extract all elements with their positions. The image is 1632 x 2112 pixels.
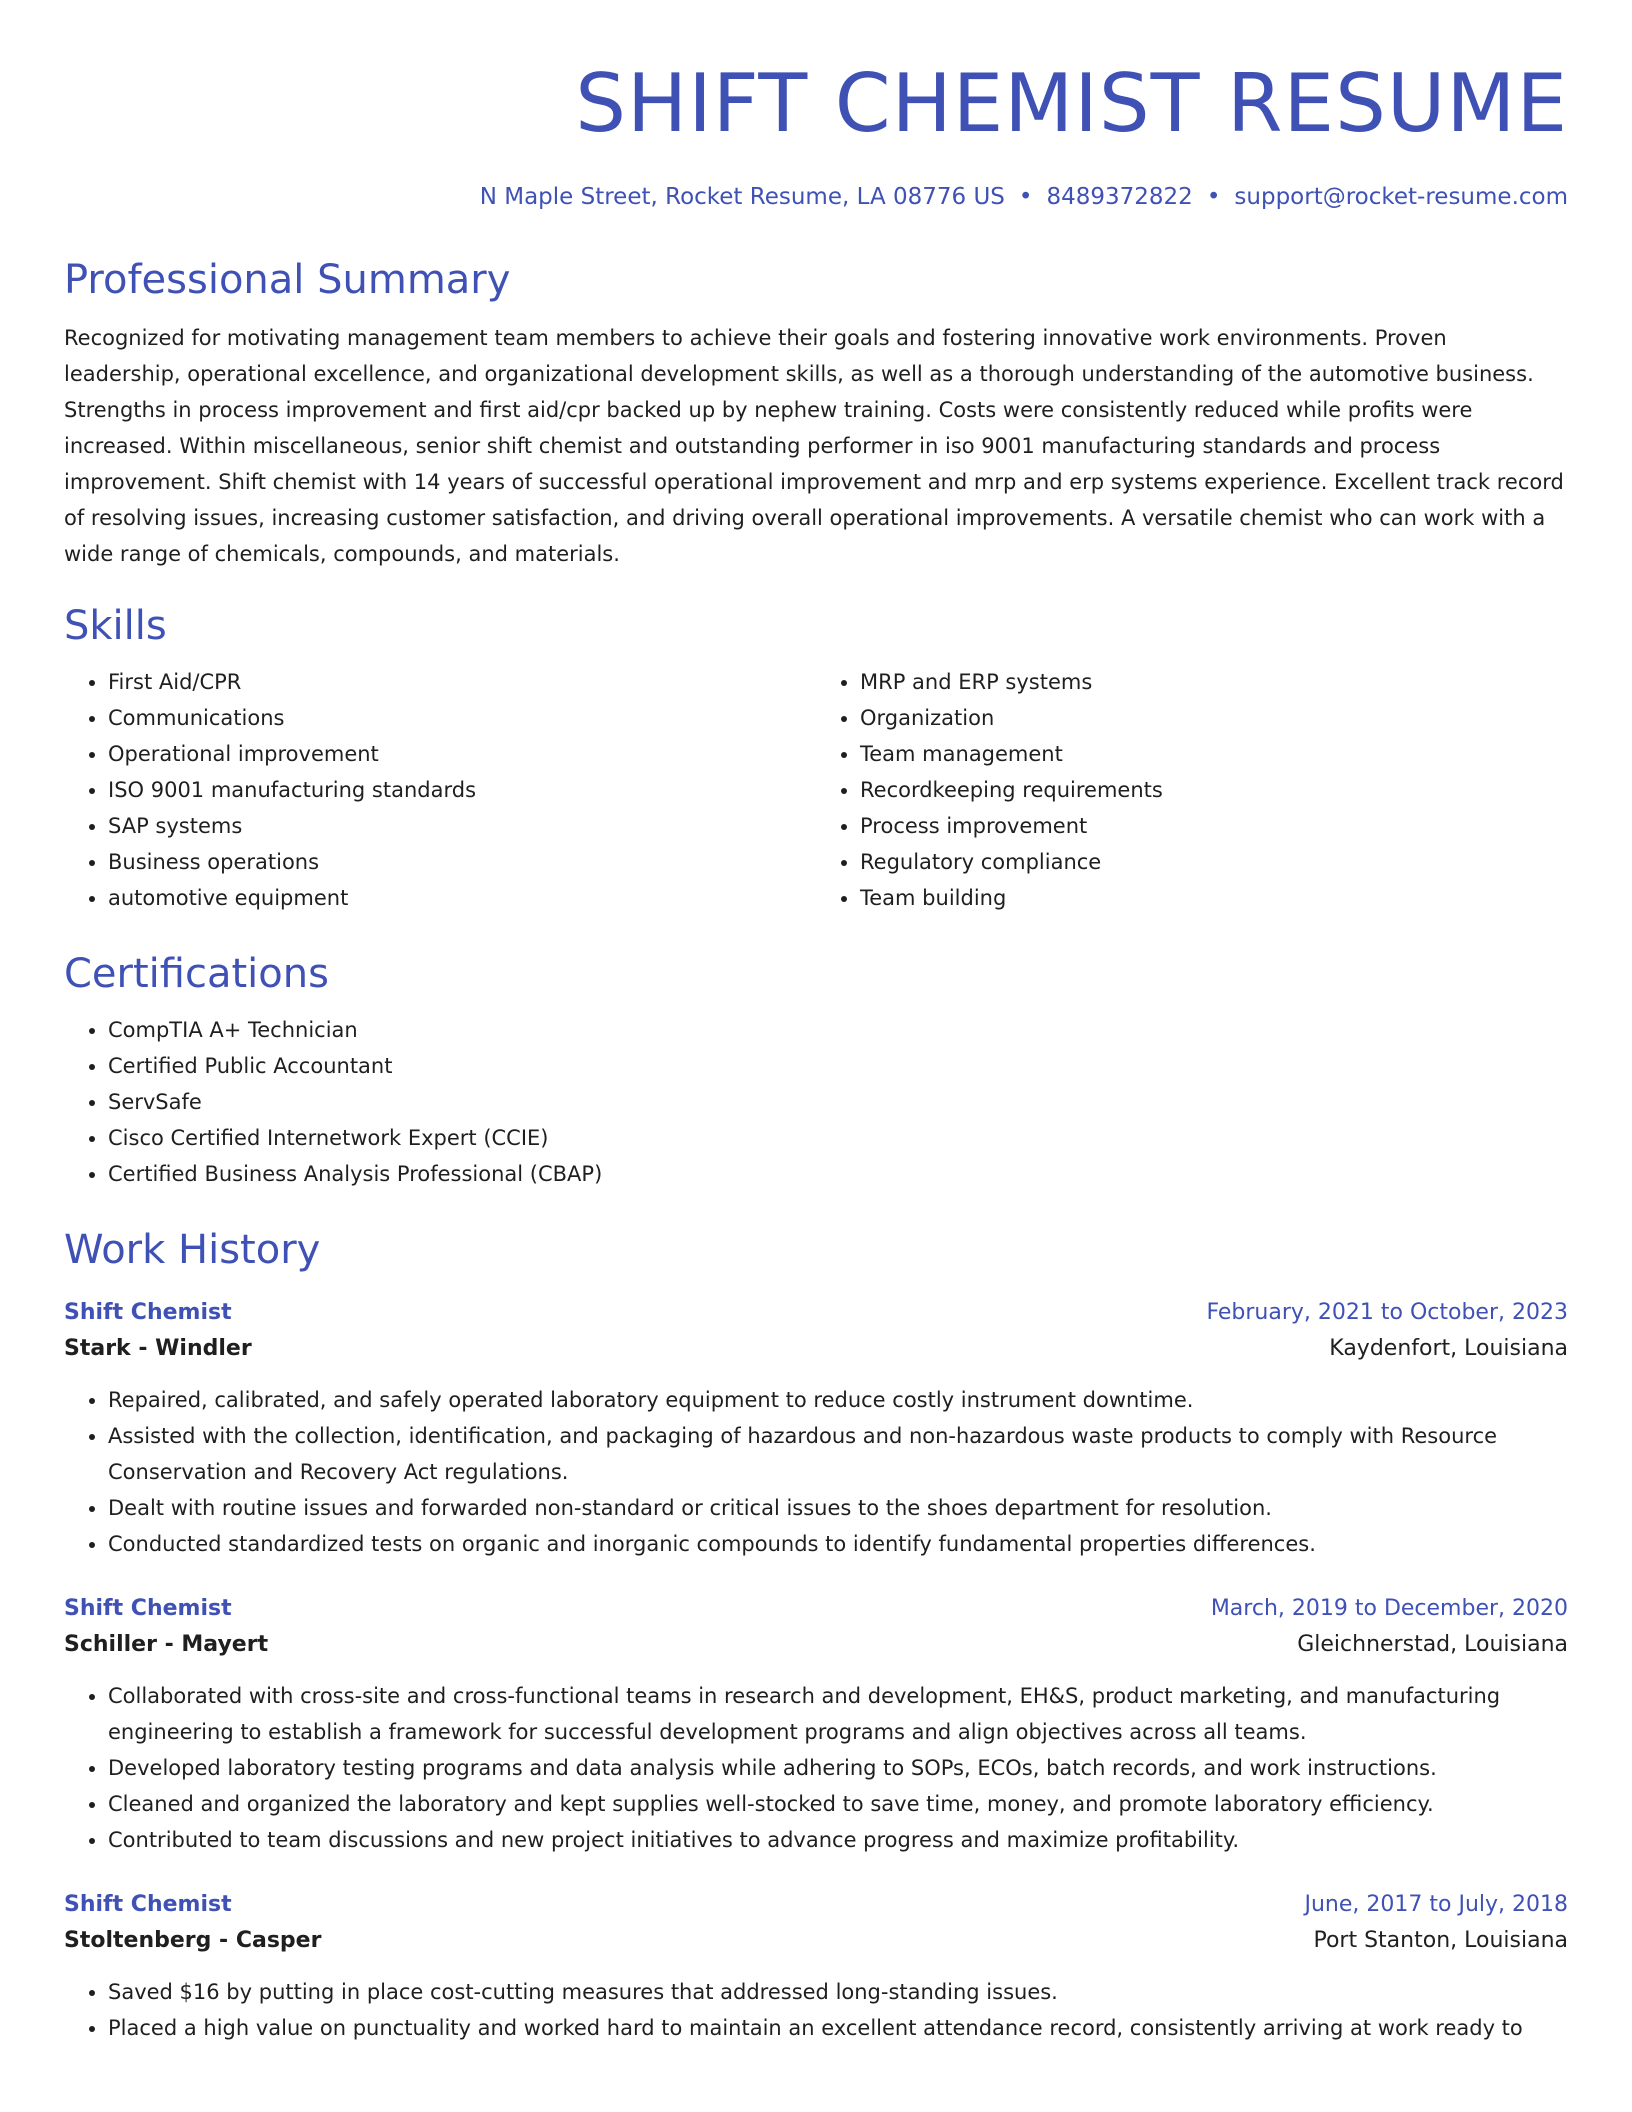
skills-column-left	[64, 664, 816, 916]
certification-item: • ServSafe	[108, 1084, 1568, 1120]
job-company-row	[64, 1922, 1568, 1960]
skill-item: • Team building	[860, 880, 1568, 916]
skills-list	[64, 664, 1568, 916]
certification-item: • Certified Business Analysis Professional (CBAP)	[108, 1156, 1568, 1192]
certification-item: • Certified Public Accountant	[108, 1048, 1568, 1084]
skill-item: • automotive equipment	[108, 880, 816, 916]
resume-title: SHIFT CHEMIST RESUME	[575, 57, 1568, 150]
skill-item: • MRP and ERP systems	[860, 664, 1568, 700]
certification-item: • CompTIA A+ Technician	[108, 1012, 1568, 1048]
skill-item: • SAP systems	[108, 808, 816, 844]
job-bullet: • Saved $16 by putting in place cost-cutting measures that addressed long-standing issues.	[108, 1974, 1568, 2010]
job-dates: February, 2021 to October, 2023	[1206, 1300, 1568, 1325]
job-bullet: • Placed a high value on punctuality and worked hard to maintain an excellent attendance record, consistently arriving at work ready to	[108, 2010, 1568, 2046]
skills-column-right	[816, 664, 1568, 916]
skill-item: • Regulatory compliance	[860, 844, 1568, 880]
skill-item: • Process improvement	[860, 808, 1568, 844]
contact-separator: •	[1018, 184, 1033, 210]
resume-header	[64, 58, 1568, 212]
resume-page	[64, 0, 1568, 2112]
skill-item: • Recordkeeping requirements	[860, 772, 1568, 808]
contact-address: N Maple Street, Rocket Resume, LA 08776 US	[479, 184, 1005, 210]
job-company: Stark - Windler	[64, 1336, 252, 1361]
certifications-list	[64, 1012, 1568, 1192]
job-bullet: • Cleaned and organized the laboratory and kept supplies well-stocked to save time, money, and promote laboratory efficiency.	[108, 1786, 1568, 1822]
job-header-row	[64, 1888, 1568, 1922]
job-company-row	[64, 1330, 1568, 1368]
job-dates: June, 2017 to July, 2018	[1304, 1892, 1568, 1917]
job-bullet: • Dealt with routine issues and forwarded non-standard or critical issues to the shoes department for resolution.	[108, 1490, 1568, 1526]
contact-line	[64, 182, 1568, 212]
contact-phone: 8489372822	[1046, 184, 1193, 210]
work-history-heading: Work History	[64, 1227, 321, 1273]
job-bullet: • Developed laboratory testing programs and data analysis while adhering to SOPs, ECOs, batch records, and work instructions.	[108, 1750, 1568, 1786]
job-bullet: • Repaired, calibrated, and safely operated laboratory equipment to reduce costly instrument downtime.	[108, 1382, 1568, 1418]
job-title: Shift Chemist	[64, 1892, 232, 1917]
job-company: Stoltenberg - Casper	[64, 1928, 322, 1953]
job-header-row	[64, 1296, 1568, 1330]
skill-item: • Organization	[860, 700, 1568, 736]
contact-email[interactable]: support@rocket-resume.com	[1234, 184, 1568, 210]
job-entry	[64, 1296, 1568, 1562]
contact-separator: •	[1206, 184, 1221, 210]
certification-item: • Cisco Certified Internetwork Expert (CCIE)	[108, 1120, 1568, 1156]
job-entry	[64, 1888, 1568, 2046]
skill-item: • Team management	[860, 736, 1568, 772]
skill-item: • ISO 9001 manufacturing standards	[108, 772, 816, 808]
skill-item: • Business operations	[108, 844, 816, 880]
job-company: Schiller - Mayert	[64, 1632, 269, 1657]
certifications-heading: Certifications	[64, 951, 329, 997]
job-header-row	[64, 1592, 1568, 1626]
job-bullet: • Contributed to team discussions and new project initiatives to advance progress and maximize profitability.	[108, 1822, 1568, 1858]
job-title: Shift Chemist	[64, 1300, 232, 1325]
job-location: Port Stanton, Louisiana	[1313, 1928, 1568, 1953]
job-bullet: • Conducted standardized tests on organic and inorganic compounds to identify fundamental properties differences.	[108, 1526, 1568, 1562]
job-company-row	[64, 1626, 1568, 1664]
job-bullets	[64, 1382, 1568, 1562]
job-entry	[64, 1592, 1568, 1858]
summary-text: Recognized for motivating management team members to achieve their goals and fostering innovative work environments. Proven leadership, operational excellence, and organizational development skills, as well as a thorough understanding of the automotive business. Strengths in process improvement and first aid/cpr backed up by nephew training. Costs were consistently reduced while profits were increased. Within miscellaneous, senior shift chemist and outstanding performer in iso 9001 manufacturing standards and process improvement. Shift chemist with 14 years of successful operational improvement and mrp and erp systems experience. Excellent track record of resolving issues, increasing customer satisfaction, and driving overall operational improvements. A versatile chemist who can work with a wide range of chemicals, compounds, and materials.	[64, 326, 1564, 566]
skills-heading: Skills	[64, 603, 167, 649]
skill-item: • Operational improvement	[108, 736, 816, 772]
job-bullet: • Collaborated with cross-site and cross-functional teams in research and development, EH&S, product marketing, and manufacturing engineering to establish a framework for successful development programs and align objectives across all teams.	[108, 1678, 1568, 1750]
summary-heading: Professional Summary	[64, 257, 511, 303]
job-dates: March, 2019 to December, 2020	[1210, 1596, 1568, 1621]
job-bullets	[64, 1678, 1568, 1858]
skill-item: • First Aid/CPR	[108, 664, 816, 700]
job-title: Shift Chemist	[64, 1596, 232, 1621]
skill-item: • Communications	[108, 700, 816, 736]
job-bullet: • Assisted with the collection, identification, and packaging of hazardous and non-hazardous waste products to comply with Resource Conservation and Recovery Act regulations.	[108, 1418, 1568, 1490]
job-location: Kaydenfort, Louisiana	[1329, 1336, 1568, 1361]
job-location: Gleichnerstad, Louisiana	[1297, 1632, 1568, 1657]
job-bullets	[64, 1974, 1568, 2046]
